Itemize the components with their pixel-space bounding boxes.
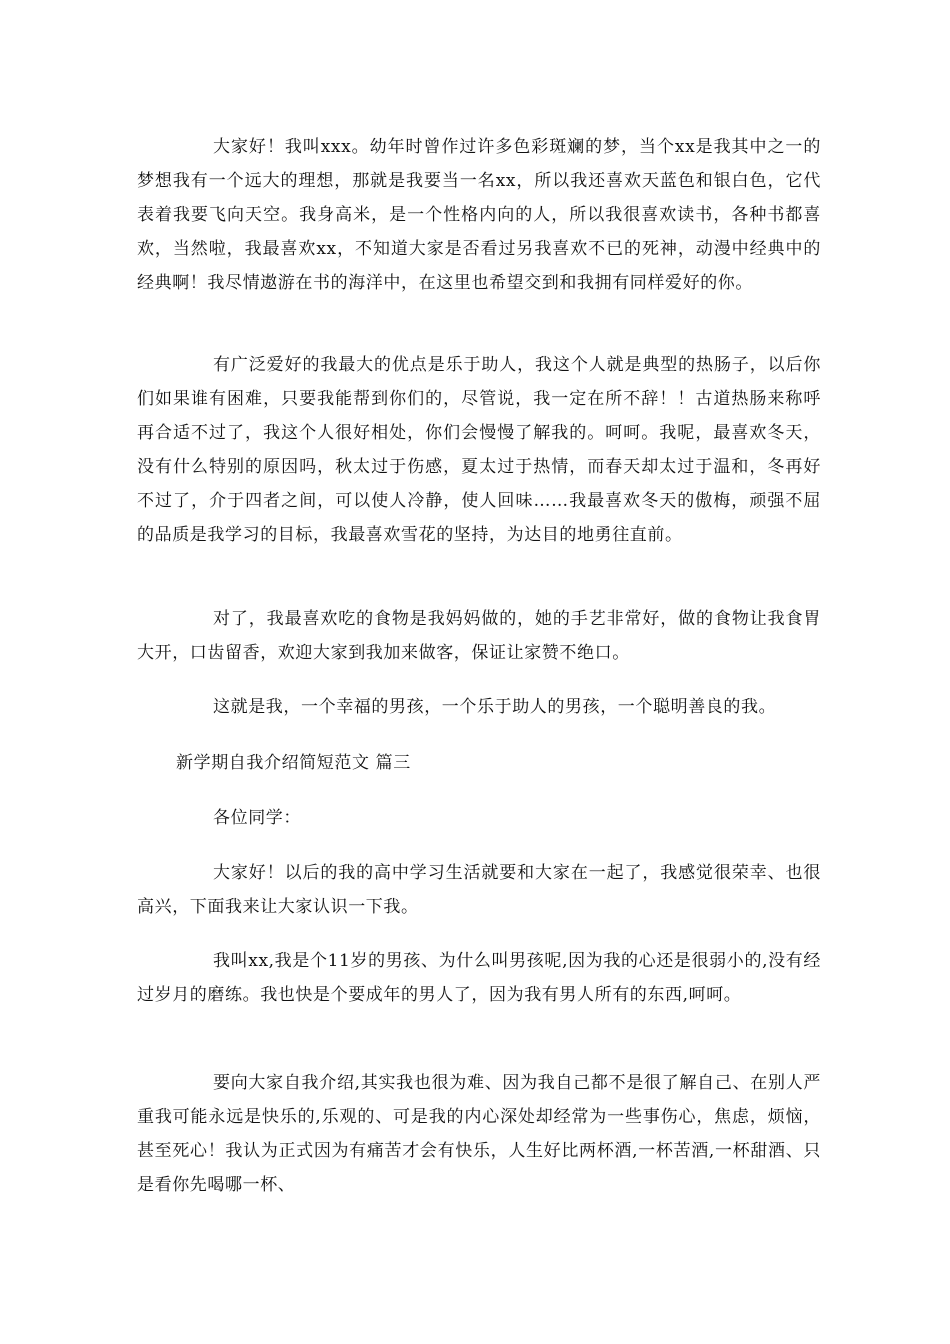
salutation: 各位同学： — [213, 808, 301, 828]
paragraph-self: 我叫xx,我是个11岁的男孩、为什么叫男孩呢,因为我的心还是很弱小的,没有经过岁月的磨练。我也快是个要成年的男人了，因为我有男人所有的东西,呵呵。 — [137, 951, 821, 1005]
paragraph-food: 对了，我最喜欢吃的食物是我妈妈做的，她的手艺非常好，做的食物让我食胃大开，口齿留香，欢迎大家到我加来做客，保证让家赞不绝口。 — [137, 609, 821, 663]
paragraph-hobbies: 有广泛爱好的我最大的优点是乐于助人，我这个人就是典型的热肠子，以后你们如果谁有困难，只要我能帮到你们的，尽管说，我一定在所不辞！！古道热肠来称呼再合适不过了，我这个人很好相处，你们会慢慢了解我的。呵呵。我呢，最喜欢冬天，没有什么特别的原因吗，秋太过于伤感，夏太过于热情，而春天却太过于温和，冬再好不过了，介于四者之间，可以使人冷静，使人回味……我最喜欢冬天的傲梅，顽强不屈的品质是我学习的目标，我最喜欢雪花的坚持，为达目的地勇往直前。 — [137, 355, 821, 545]
paragraph-feelings: 要向大家自我介绍,其实我也很为难、因为我自己都不是很了解自己、在别人严重我可能永远是快乐的,乐观的、可是我的内心深处却经常为一些事伤心，焦虑，烦恼，甚至死心！我认为正式因为有痛苦才会有快乐，人生好比两杯酒,一杯苦酒,一杯甜酒、只是看你先喝哪一杯、 — [137, 1073, 821, 1195]
paragraph-greeting: 大家好！以后的我的高中学习生活就要和大家在一起了，我感觉很荣幸、也很高兴，下面我来让大家认识一下我。 — [137, 863, 821, 917]
paragraph-intro: 大家好！我叫xxx。幼年时曾作过许多色彩斑斓的梦，当个xx是我其中之一的梦想我有一个远大的理想，那就是我要当一名xx，所以我还喜欢天蓝色和银白色，它代表着我要飞向天空。我身高米，是一个性格内向的人，所以我很喜欢读书，各种书都喜欢，当然啦，我最喜欢xx，不知道大家是否看过另我喜欢不已的死神，动漫中经典中的经典啊！我尽情遨游在书的海洋中，在这里也希望交到和我拥有同样爱好的你。 — [137, 137, 821, 293]
section-heading: 新学期自我介绍简短范文 篇三 — [176, 753, 411, 773]
paragraph-summary: 这就是我，一个幸福的男孩，一个乐于助人的男孩，一个聪明善良的我。 — [213, 697, 777, 717]
